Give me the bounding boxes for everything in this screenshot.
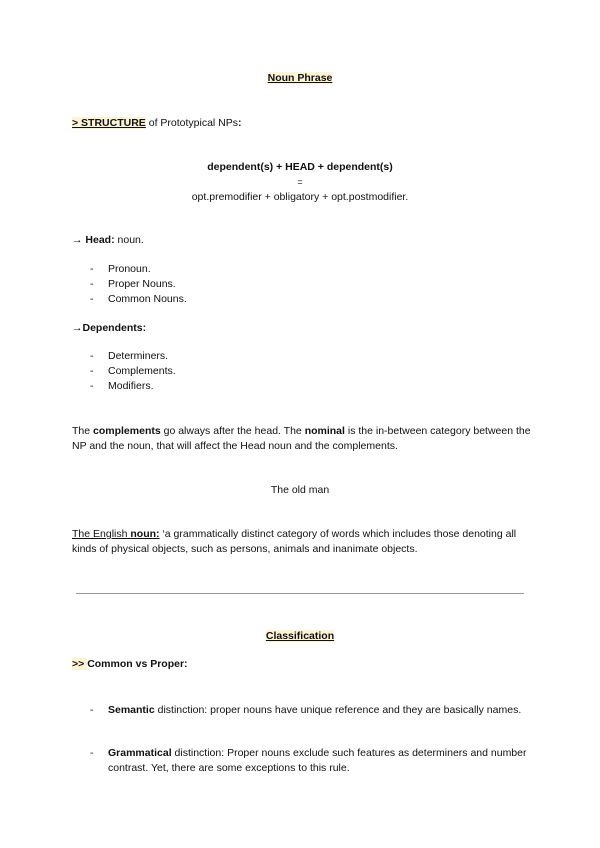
list-item: - Modifiers. [90,380,154,392]
structure-heading: > STRUCTURE of Prototypical NPs: [72,117,242,129]
horizontal-divider [76,593,524,594]
head-heading: → Head: noun. [72,234,144,246]
list-item: - Pronoun. [90,263,151,275]
complements-paragraph: The complements go always after the head. The nominal is the in-between category between the NP and the noun, that will affect the Head noun and the complements. [72,425,531,452]
formula-line-1: dependent(s) + HEAD + dependent(s) [207,161,393,173]
page-title: Noun Phrase [267,72,333,84]
list-item: - Determiners. [90,350,169,362]
classification-heading: Classification [265,630,335,642]
formula-equals: = [297,177,303,187]
formula-line-2: opt.premodifier + obligatory + opt.postmodifier. [191,191,409,203]
list-item: - Complements. [90,365,176,377]
grammatical-item: - Grammatical distinction: Proper nouns exclude such features as determiners and number contrast. Yet, there are some exceptions to this rule. [90,747,527,774]
structure-marker: > STRUCTURE [72,117,146,129]
example-phrase: The old man [270,484,330,496]
dependents-heading: →Dependents: [72,322,147,334]
list-item: - Proper Nouns. [90,278,176,290]
list-item: - Common Nouns. [90,293,187,305]
semantic-item: - Semantic distinction: proper nouns have unique reference and they are basically names. [90,704,522,716]
definition-paragraph: The English noun: ‘a grammatically distinct category of words which includes those denoting all kinds of physical objects, such as persons, animals and inanimate objects. [72,528,517,555]
common-proper-heading: >> Common vs Proper: [72,658,188,670]
